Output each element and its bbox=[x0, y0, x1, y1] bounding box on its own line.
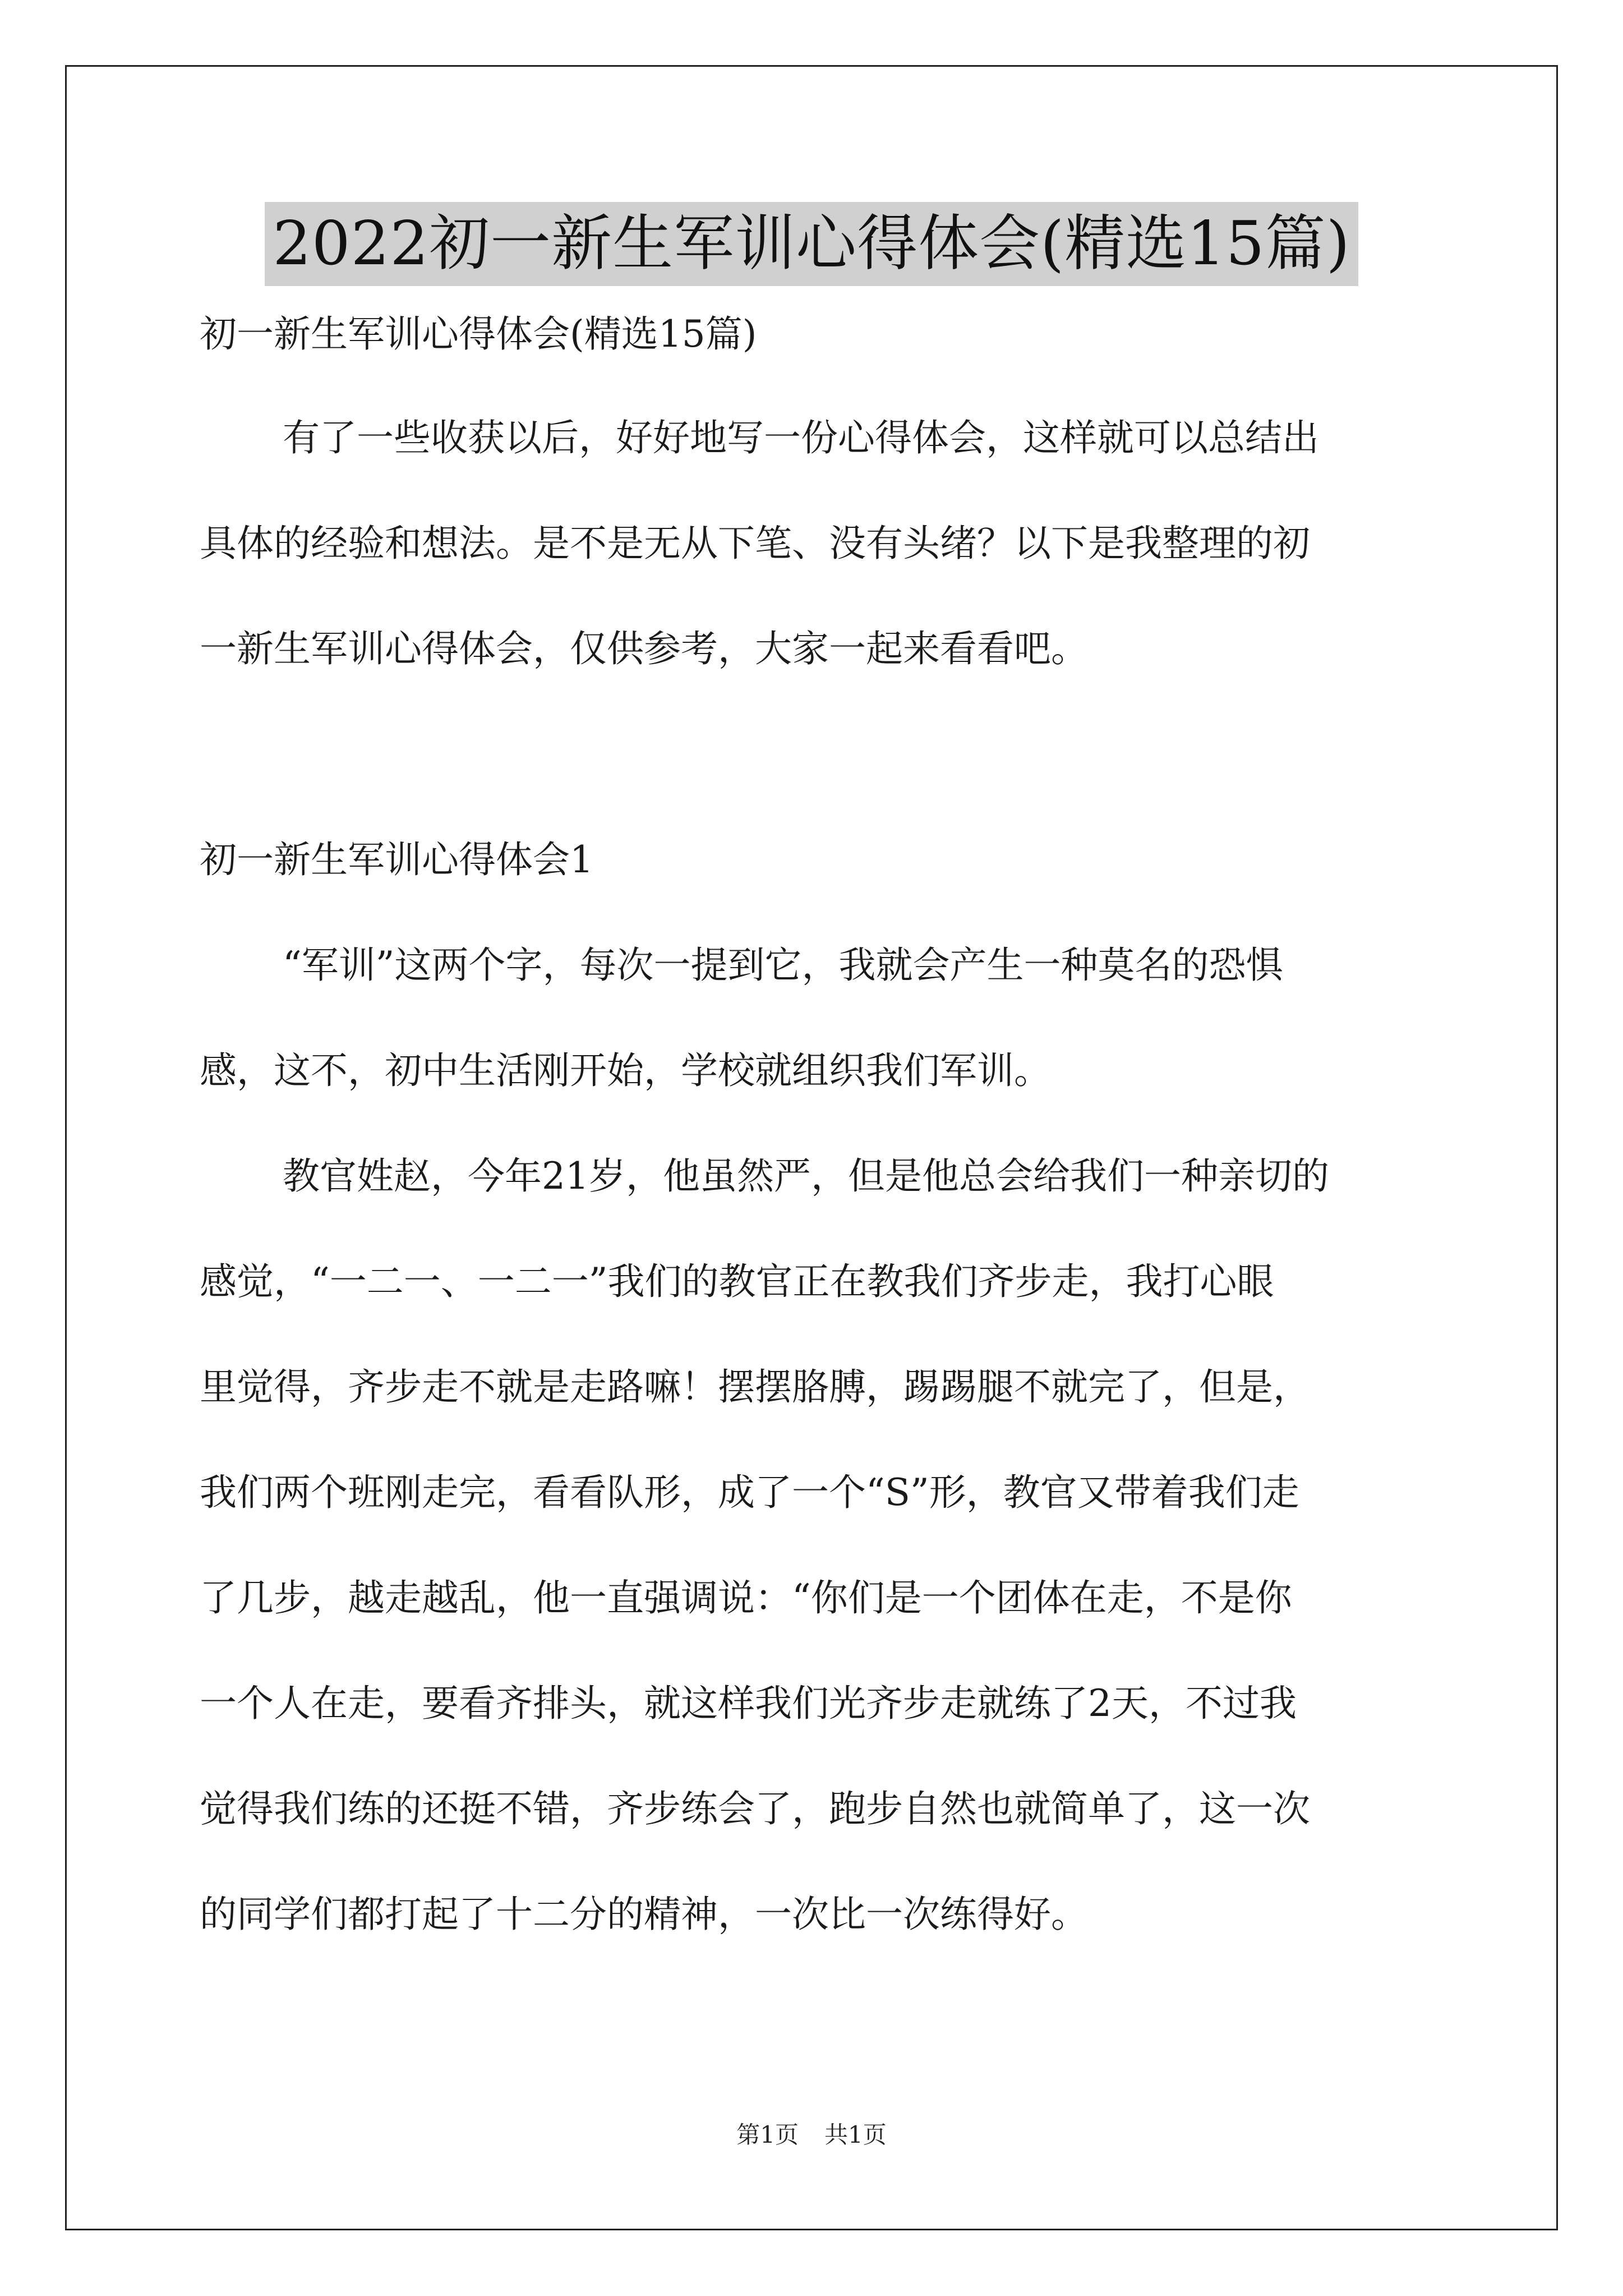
paragraph-2 bbox=[200, 1149, 1433, 1941]
section-heading: 初一新生军训心得体会1 bbox=[200, 838, 593, 881]
document-title: 2022初一新生军训心得体会(精选15篇) bbox=[265, 202, 1358, 286]
paragraph-line: 了几步，越走越乱，他一直强调说：“你们是一个团体在走，不是你 bbox=[200, 1576, 1292, 1619]
paragraph-line: 我们两个班刚走完，看看队形，成了一个“S”形，教官又带着我们走 bbox=[200, 1471, 1299, 1514]
paragraph-line: 一个人在走，要看齐排头，就这样我们光齐步走就练了2天，不过我 bbox=[200, 1682, 1297, 1725]
intro-paragraph bbox=[200, 411, 1433, 676]
paragraph-line: 的同学们都打起了十二分的精神，一次比一次练得好。 bbox=[200, 1893, 1088, 1936]
paragraph-1 bbox=[200, 938, 1433, 1098]
paragraph-line: 有了一些收获以后，好好地写一份心得体会，这样就可以总结出 bbox=[283, 416, 1319, 459]
paragraph-line: 觉得我们练的还挺不错，齐步练会了，跑步自然也就简单了，这一次 bbox=[200, 1787, 1310, 1830]
paragraph-line: 具体的经验和想法。是不是无从下笔、没有头绪？以下是我整理的初 bbox=[200, 522, 1310, 565]
page-number: 第1页 bbox=[736, 2121, 799, 2148]
total-pages: 共1页 bbox=[824, 2121, 887, 2148]
paragraph-line: “军训”这两个字，每次一提到它，我就会产生一种莫名的恐惧 bbox=[283, 944, 1283, 987]
paragraph-line: 教官姓赵，今年21岁，他虽然严，但是他总会给我们一种亲切的 bbox=[283, 1154, 1329, 1198]
paragraph-line: 里觉得，齐步走不就是走路嘛！摆摆胳膊，踢踢腿不就完了，但是， bbox=[200, 1365, 1310, 1409]
paragraph-line: 一新生军训心得体会，仅供参考，大家一起来看看吧。 bbox=[200, 627, 1088, 670]
section-spacer bbox=[200, 728, 1433, 833]
paragraph-line: 感觉，“一二一、一二一”我们的教官正在教我们齐步走，我打心眼 bbox=[200, 1260, 1274, 1303]
document-subtitle: 初一新生军训心得体会(精选15篇) bbox=[200, 312, 757, 356]
document-body bbox=[200, 307, 1433, 1993]
paragraph-line: 感，这不，初中生活刚开始，学校就组织我们军训。 bbox=[200, 1049, 1051, 1092]
page-footer bbox=[0, 2118, 1623, 2152]
title-container bbox=[0, 202, 1623, 286]
